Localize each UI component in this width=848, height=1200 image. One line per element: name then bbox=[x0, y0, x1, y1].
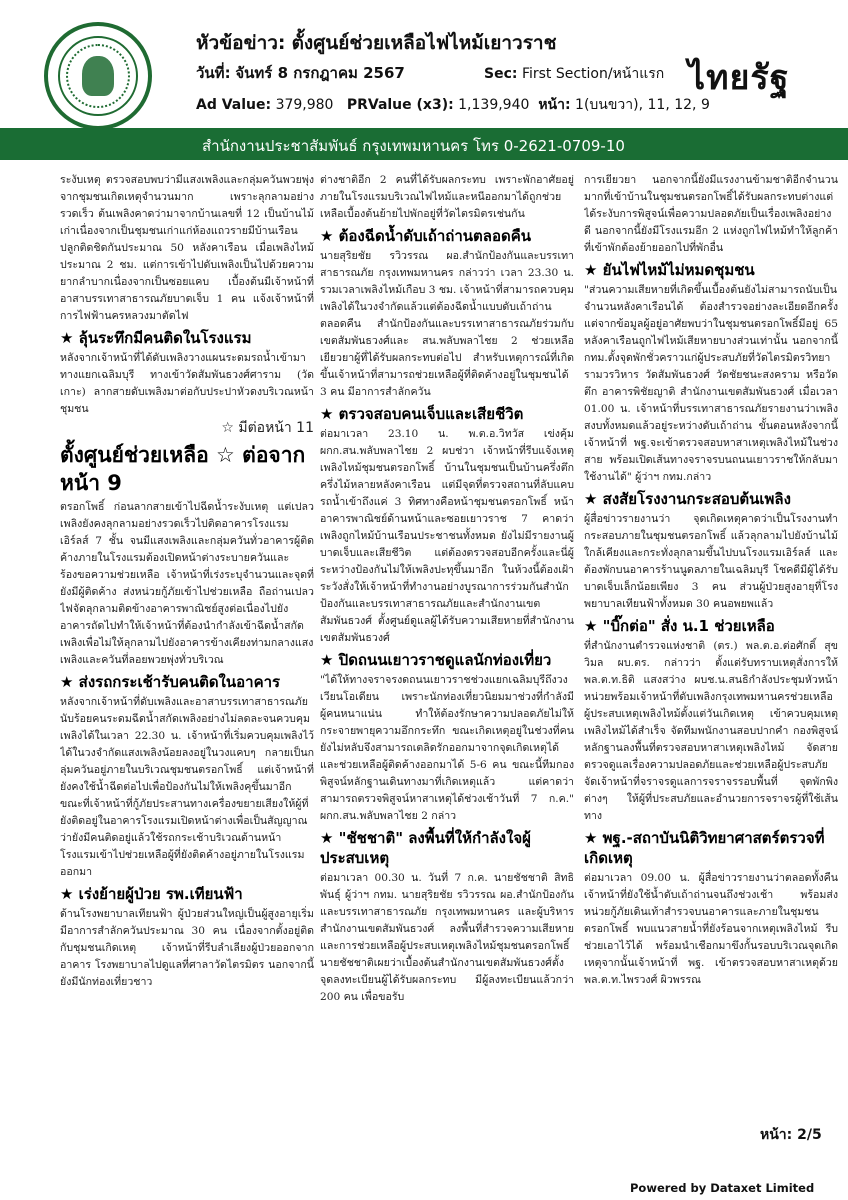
powered-by-credit: Powered by Dataxet Limited bbox=[630, 1181, 815, 1195]
subheading: ★ ต้องฉีดน้ำดับเถ้าถ่านตลอดคืน bbox=[320, 227, 532, 245]
pr-value-label: PRValue (x3): bbox=[346, 97, 454, 113]
subheading: ★ ส่งรถกระเช้ารับคนติดในอาคาร bbox=[60, 673, 281, 691]
subheading: ★ สงสัยโรงงานกระสอบต้นเพลิง bbox=[584, 490, 791, 508]
date-value: จันทร์ 8 กรกฎาคม 2567 bbox=[235, 64, 405, 82]
paragraph: ระงับเหตุ ตรวจสอบพบว่ามีแสงเพลิงและกลุ่มควันพวยพุ่งจากชุมชนเกิดเหตุจำนวนมาก เพราะลุกลามอย่างรวดเร็ว ต้นเพลิงคาดว่ามาจากบ้านเลขที่ 12 เป็นบ้านไม้เก่าเนื่องจากเป็นชุมชนเก่าแก่ห้องแถวรายมีบ้านเรือนปลูกติดชิดกันประมาณ 50 หลังคาเรือน เมื่อเพลิงไหม้ประมาณ 2 ชม. แต่การเข้าไปดับเพลิงเป็นไปด้วยความยากลำบากเนื่องจากเป็นซอยแคบ เบื้องต้นมีเจ้าหน้าที่อาสาบรรเทาสาธารณภัยบาดเจ็บ 1 คน แจ้งเจ้าหน้าที่การไฟฟ้านครหลวงมาตัดไฟ bbox=[60, 174, 314, 322]
subheading: ★ ลุ้นระทึกมีคนติดในโรงแรม bbox=[60, 329, 252, 347]
office-contact: สำนักงานประชาสัมพันธ์ กรุงเทพมหานคร โทร 0-2621-0709-10 bbox=[202, 137, 625, 155]
section-label: Sec: bbox=[484, 66, 518, 82]
date-label: วันที่: bbox=[196, 64, 231, 82]
page-label: หน้า: bbox=[538, 97, 571, 113]
pr-value: 1,139,940 bbox=[458, 97, 530, 113]
paragraph: ผู้สื่อข่าวรายงานว่า จุดเกิดเหตุคาดว่าเป็นโรงงานทำกระสอบภายในชุมชนตรอกโพธิ์ แล้วลุกลามไปยังบ้านไม้ใกล้เคียงและกระทั่งลุกลามขึ้นไปบนโรงแรมเอิร์ลส์ และต้องพักบนอาคารร้านนูดลภายในเฉลิมบุรี โชคดีมีผู้ได้รับบาดเจ็บเล็กน้อยเพียง 3 คน ส่วนผู้ป่วยสูงอายุที่โรงพยาบาลเทียนฟ้าทั้งหมด 30 คนอพยพแล้ว bbox=[584, 513, 838, 610]
paragraph: ต่อมาเวลา 09.00 น. ผู้สื่อข่าวรายงานว่าตลอดทั้งคืนเจ้าหน้าที่ยังใช้น้ำดับเถ้าถ่านจนถึงช่วงเช้า พร้อมส่งหน่วยกู้ภัยเดินเท้าสำรวจบนอาคารและภายในชุมชนตรอกโพธิ์ พบแนวสายน้ำที่ยังร้อนจากเหตุเพลิงไหม้ รีบช่วยเอาไว้ได้ พร้อมนำเชือกมาขึงกั้นรอบบริเวณจุดเกิดเหตุจากนั้นเจ้าหน้าที่ พฐ. เข้าตรวจสอบหาสาเหตุด้วยพล.ต.ท.ไพรวงศ์ ผิวพรรณ bbox=[584, 872, 838, 986]
article-column-1 bbox=[60, 172, 314, 991]
date-row bbox=[196, 61, 405, 85]
newspaper-brand: ไทยรัฐ bbox=[688, 58, 790, 98]
page-indicator: หน้า: 2/5 bbox=[760, 1127, 822, 1143]
subheading: ★ พฐ.-สถาบันนิติวิทยาศาสตร์ตรวจที่เกิดเหตุ bbox=[584, 829, 825, 867]
paragraph: ต่อมาเวลา 23.10 น. พ.ต.อ.วิทวัส เข่งคุ้ม ผกก.สน.พลับพลาไชย 2 ผบช่วา เจ้าหน้าที่รีบแจ้งเหตุเพลิงไหม้ชุมชนตรอกโพธิ์ บ้านในชุมชนเป็นบ้านครึ่งตึกครึ่งไม้หลายหลังคาเรือน แต่มีจุดที่ตรวจสถานที่ลับแคบ รถน้ำเข้าถึงแค่ 3 ทิศทางคือหน้าชุมชนตรอกโพธิ์ หน้าอาคารพาณิชย์ด้านหน้าและซอยเยาวราช 7 คาดว่าเพลิงถูกไหม้บ้านเรือนประชาชนทั้งหมด ยังไม่มีรายงานผู้บาดเจ็บและเสียชีวิต แต่ต้องตรวจสอบอีกครั้งและนี่ผู้ระหว่างป้องกันไม่ให้เพลิงปะทุขึ้นมาอีก ในห้วงนี้ต้องเฝ้าระวังสั่งให้เจ้าหน้าที่ทำงานอย่างบูรณาการร่วมกันสำนักป้องกันและบรรเทาสาธารณภัยและสำนักงานเขตสัมพันธวงศ์ ตั้งศูนย์ดูแลผู้ได้รับความเสียหายที่สำนักงานเขตสัมพันธวงศ์ bbox=[320, 428, 574, 644]
subheading: ★ ปิดถนนเยาวราชดูแลนักท่องเที่ยว bbox=[320, 651, 552, 669]
paragraph: นายสุริยชัย รวิวรรณ ผอ.สำนักป้องกันและบรรเทาสาธารณภัย กรุงเทพมหานคร กล่าวว่า เวลา 23.30 น. รวมเวลาเพลิงไหม้เกือบ 3 ชม. เจ้าหน้าที่สามารถควบคุมเพลิงได้ในวงจำกัดแล้วแต่ต้องฉีดน้ำแบบดับเถ้าถ่านตลอดคืน สำนักป้องกันและบรรเทาสาธารณภัยร่วมกับเขตสัมพันธวงศ์และ สน.พลับพลาไชย 2 ช่วยเหลือเยียวยาผู้ที่ได้รับผลกระทบต่อไป สำหรับเหตุการณ์ที่เกิดขึ้นเจ้าหน้าที่สามารถช่วยเหลือผู้ที่ติดค้างอยู่ในชุมชนได้ 3 คน มีอาการสำลักควัน bbox=[320, 250, 574, 398]
paragraph: ตรอกโพธิ์ ก่อนลากสายเข้าไปฉีดน้ำระงับเหตุ แต่เปลวเพลิงยังคงลุกลามอย่างรวดเร็วไปติดอาคารโรงแรมเอิร์ลส์ 7 ชั้น จนมีแสงเพลิงและกลุ่มควันทั่วอาคารผู้ติดค้างภายในโรงแรมต้องเปิดหน้าต่างระบายควันและร้องขอความช่วยเหลือ เจ้าหน้าที่เร่งระบุจำนวนและจุดที่ยังมีผู้ติดค้าง ส่งหน่วยกู้ภัยเข้าไปช่วยเหลือ ถือถ่านเปลวไฟจัดลุกลามติดข้างอาคารพาณิชย์สูงต่อเนื่องไปยังอาคารถัดไปทำให้เจ้าหน้าที่ต้องนำกำลังเข้าฉีดน้ำสกัดเพลิงเพื่อไม่ให้ลุกลามไปยังอาคารข้างเคียงท่ามกลางแสงเพลิงและควันที่ลอยพวยพุ่งทั่วบริเวณ bbox=[60, 501, 314, 666]
bangkok-seal-logo bbox=[44, 22, 152, 130]
subheading: ★ ตรวจสอบคนเจ็บและเสียชีวิต bbox=[320, 405, 524, 423]
clipping-header bbox=[0, 0, 848, 168]
subheading: ★ "บิ๊กต่อ" สั่ง น.1 ช่วยเหลือ bbox=[584, 617, 775, 635]
page-value: 1(บนขวา), 11, 12, 9 bbox=[575, 97, 710, 113]
subheading: ★ เร่งย้ายผู้ป่วย รพ.เทียนฟ้า bbox=[60, 885, 243, 903]
subheading: ★ ยันไฟไหม้ไม่หมดชุมชน bbox=[584, 261, 755, 279]
paragraph: ที่สำนักงานตำรวจแห่งชาติ (ตร.) พล.ต.อ.ต่อศักดิ์ สุขวิมล ผบ.ตร. กล่าวว่า ตั้งแต่รับทราบเหตุสั่งการให้ พล.ต.ท.ธิติ แสงสว่าง ผบช.น.สนธิกำลังประชุมหัวหน้าหน่วยพร้อมเจ้าหน้าที่ดับเพลิงกรุงเทพมหานครช่วยเหลือผู้ประสบเหตุเพลิงไหม้ตั้งแต่วันเกิดเหตุ เข้าควบคุมเหตุเพลิงไหม้ได้สำเร็จ จัดทีมพนักงานสอบปากคำ กองพิสูจน์หลักฐานลงพื้นที่ตรวจสอบหาสาเหตุเพลิงไหม้ จัดสายตรวจดูแลเรื่องความปลอดภัยและช่วยเหลือผู้ประสบภัย จัดเจ้าหน้าที่จราจรดูแลการจราจรรอบพื้นที่ จุดพักพิงต่างๆ ให้ผู้ที่ประสบภัยและอำนวยการจราจรผู้ที่ใช้เส้นทาง bbox=[584, 640, 838, 822]
paragraph: ต่อมาเวลา 00.30 น. วันที่ 7 ก.ค. นายชัชชาติ สิทธิพันธุ์ ผู้ว่าฯ กทม. นายสุริยชัย รวิวรรณ ผอ.สำนักป้องกันและบรรเทาสาธารณภัย กรุงเทพมหานคร และผู้บริหารสำนักงานเขตสัมพันธวงศ์ ลงพื้นที่สำรวจความเสียหายและการช่วยเหลือผู้ประสบเหตุเพลิงไหม้ชุมชนตรอกโพธิ์ นายชัชชาติเผยว่าเบื้องต้นสำนักงานเขตสัมพันธวงศ์ตั้งจุดลงทะเบียนผู้ได้รับผลกระทบ มีผู้ลงทะเบียนแล้วกว่า 200 คน เพื่อขอรับ bbox=[320, 872, 574, 1003]
paragraph: "ส่วนความเสียหายที่เกิดขึ้นเบื้องต้นยังไม่สามารถนับเป็นจำนวนหลังคาเรือนได้ ต้องสำรวจอย่างละเอียดอีกครั้งแต่จากข้อมูลผู้อยู่อาศัยพบว่าในชุมชนตรอกโพธิ์มีอยู่ 65 หลังคาเรือนถูกไฟไหม้เสียหายบางส่วนเท่านั้น นอกจากนี้ กทม.ตั้งจุดพักชั่วคราวแก่ผู้ประสบภัยที่วัดไตรมิตรวิทยารามวรวิหาร วัดสัมพันธวงศ์ วัดชัยชนะสงคราม หรือวัดตึก อาคารพิชัยญาติ สำนักงานเขตสัมพันธวงศ์ เมื่อเวลา 01.00 น. เจ้าหน้าที่บรรเทาสาธารณภัยรายงานว่าเพลิงสงบทั้งหมดแล้วอยู่ระหว่างดับเถ้าถ่าน ขั้นตอนหลังจากนี้เจ้าหน้าที่ พฐ.จะเข้าตรวจสอบหาสาเหตุเพลิงไหม้ในช่วงสาย พร้อมเปิดเส้นทางจราจรบนถนนเยาวราชให้กลับมาใช้งานได้" ผู้ว่าฯ กทม.กล่าว bbox=[584, 284, 838, 483]
paragraph: ด้านโรงพยาบาลเทียนฟ้า ผู้ป่วยส่วนใหญ่เป็นผู้สูงอายุเริ่มมีอาการสำลักควันประมาณ 30 คน เนื่องจากตั้งอยู่ติดกับชุมชนเกิดเหตุ เจ้าหน้าที่รีบลำเลียงผู้ป่วยออกจากอาคาร โรงพยาบาลไปดูแลที่ศาลาวัดไตรมิตร นอกจากนี้ยังมีนักท่องเที่ยวชาว bbox=[60, 908, 314, 988]
paragraph: "ได้ให้ทางจราจรงดถนนเยาวราชช่วงแยกเฉลิมบุรีถึงวงเวียนโอเดียน เพราะนักท่องเที่ยวนิยมมาช่วงที่กำลังมีผู้คนหนาแน่น ทำให้ต้องรักษาความปลอดภัยไม่ให้กระจายพายุความอึกกระทึก ขณะเกิดเหตุอยู่ในช่วงที่คนยังไม่หลับจึงสามารถเตลิดรักออกมาจากจุดเกิดเหตุได้ และช่วยเหลือผู้ติดค้างออกมาได้ 5-6 คน ขณะนี้ทีมกองพิสูจน์หลักฐานเดินทางมาที่เกิดเหตุแล้ว แต่คาดว่าสามารถตรวจพิสูจน์หาสาเหตุได้ช่วงเช้าวันที่ 7 ก.ค." ผกก.สน.พลับพลาไชย 2 กล่าว bbox=[320, 674, 574, 822]
ad-value-row bbox=[196, 94, 710, 116]
paragraph: การเยียวยา นอกจากนี้ยังมีแรงงานข้ามชาติอีกจำนวนมากที่เข้าบ้านในชุมชนตรอกโพธิ์ได้รับผลกระทบต่างแต่ได้ระงับการพิสูจน์เพื่อความปลอดภัยเป็นเรื่องเพลิงอย่างดี นอกจากนี้ยังมีโรงแรมอีก 2 แห่งถูกไฟไหม้ทำให้ลูกค้าที่เข้าพักต้องย้ายออกไปที่พักอื่น bbox=[584, 174, 838, 254]
subheading: ★ "ชัชชาติ" ลงพื้นที่ให้กำลังใจผู้ประสบเหตุ bbox=[320, 829, 531, 867]
article-column-2 bbox=[320, 172, 574, 1006]
ad-value-label: Ad Value: bbox=[196, 97, 272, 113]
headline-row bbox=[196, 28, 557, 58]
headline-text: ตั้งศูนย์ช่วยเหลือไฟไหม้เยาวราช bbox=[291, 32, 557, 54]
ad-value: 379,980 bbox=[275, 97, 334, 113]
paragraph: หลังจากเจ้าหน้าที่ดับเพลิงและอาสาบรรเทาสาธารณภัยนับร้อยคนระดมฉีดน้ำสกัดเพลิงอย่างไม่ลดละจนควบคุมเพลิงได้ในเวลา 22.30 น. เจ้าหน้าที่เริ่มควบคุมเพลิงไว้ได้ในวงจำกัดแสงเพลิงน้อยลงอยู่ในวงแคบๆ กลายเป็นกลุ่มควันอยู่ภายในบริเวณชุมชนตรอกโพธิ์ แต่เจ้าหน้าที่ยังคงใช้น้ำฉีดต่อไปเพื่อป้องกันไม่ให้เพลิงคุขึ้นมาอีก ขณะที่เจ้าหน้าที่กู้ภัยประสานทางเครื่องขยายเสียงให้ผู้ที่ยังติดอยู่ในอาคารโรงแรมเปิดหน้าต่างเพื่อเป็นสัญญาณว่ายังมีคนติดอยู่แล้วใช้รถกระเช้าบริเวณด้านหน้าโรงแรมเข้าไปช่วยเหลือผู้ที่ยังติดค้างอยู่ภายในโรงแรมออกมา bbox=[60, 696, 314, 878]
headline-label: หัวข้อข่าว: bbox=[196, 32, 286, 54]
continued-note: ☆ มีต่อหน้า 11 bbox=[221, 420, 314, 436]
article-column-3 bbox=[584, 172, 838, 989]
paragraph: ต่างชาติอีก 2 คนที่ได้รับผลกระทบ เพราะพักอาศัยอยู่ภายในโรงแรมบริเวณไฟไหม้และหนีออกมาได้ถูกช่วยเหลือเบื้องต้นย้ายไปพักอยู่ที่วัดไตรมิตรเช่นกัน bbox=[320, 174, 574, 220]
section-value: First Section/หน้าแรก bbox=[521, 66, 665, 82]
continuation-headline: ตั้งศูนย์ช่วยเหลือ ☆ ต่อจากหน้า 9 bbox=[60, 443, 306, 495]
paragraph: หลังจากเจ้าหน้าที่ได้ดับเพลิงวางแผนระดมรถน้ำเข้ามาทางแยกเฉลิมบุรี ทางเข้าวัดสัมพันธวงศ์ศาราม (วัดเกาะ) ลากสายดับเพลิงมาต่อกับประปาหัวดงบริเวณหน้าชุมชน bbox=[60, 352, 314, 415]
section-row bbox=[484, 63, 664, 85]
office-band bbox=[0, 128, 848, 160]
